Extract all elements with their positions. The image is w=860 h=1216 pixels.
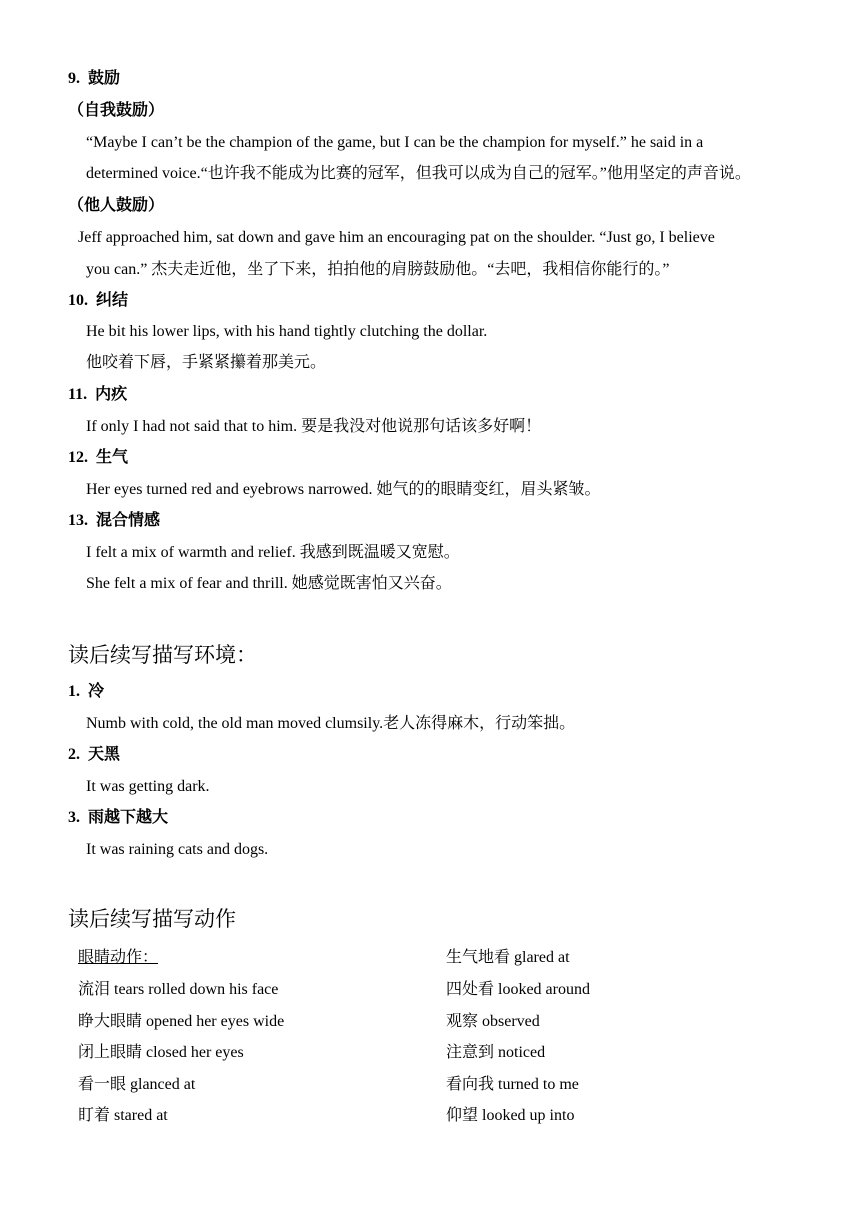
sub-heading: （自我鼓励） [68, 102, 165, 119]
example-line: Her eyes turned red and eyebrows narrowed. 她气的的眼睛变红，眉头紧皱。 [86, 481, 601, 498]
example-line: If only I had not said that to him. 要是我没对他说那句话该多好啊！ [86, 418, 542, 435]
vocab-item: 看向我 turned to me [446, 1076, 579, 1093]
item-heading: 2. 天黑 [68, 746, 121, 763]
example-line: you can.” 杰夫走近他，坐了下来，拍拍他的肩膀鼓励他。“去吧，我相信你能行的。” [86, 261, 670, 278]
section-title-action: 读后续写描写动作 [68, 907, 236, 931]
example-line: Numb with cold, the old man moved clumsily.老人冻得麻木，行动笨拙。 [86, 715, 576, 732]
example-line: “Maybe I can’t be the champion of the game, but I can be the champion for myself.” he said in a [86, 134, 704, 151]
vocab-item: 睁大眼睛 opened her eyes wide [78, 1013, 285, 1030]
item-heading: 11. 内疚 [68, 386, 128, 403]
section-title-environment: 读后续写描写环境： [68, 643, 257, 667]
eye-action-header: 眼睛动作： [78, 949, 159, 966]
item-heading: 13. 混合情感 [68, 512, 161, 529]
example-line: determined voice.“也许我不能成为比赛的冠军，但我可以成为自己的冠军。”他用坚定的声音说。 [86, 165, 751, 182]
item-heading: 12. 生气 [68, 449, 129, 466]
sub-heading: （他人鼓励） [68, 197, 165, 214]
vocab-item: 闭上眼睛 closed her eyes [78, 1044, 244, 1061]
vocab-item: 注意到 noticed [446, 1044, 546, 1061]
example-line: It was getting dark. [86, 778, 210, 795]
example-line: 他咬着下唇，手紧紧攥着那美元。 [86, 354, 327, 371]
example-line: She felt a mix of fear and thrill. 她感觉既害怕又兴奋。 [86, 575, 452, 592]
example-line: I felt a mix of warmth and relief. 我感到既温暖又宽慰。 [86, 544, 460, 561]
example-line: It was raining cats and dogs. [86, 841, 269, 858]
item-heading: 10. 纠结 [68, 292, 129, 309]
item-heading: 9. 鼓励 [68, 70, 121, 87]
vocab-item: 流泪 tears rolled down his face [78, 981, 279, 998]
vocab-item: 仰望 looked up into [446, 1107, 575, 1124]
example-line: Jeff approached him, sat down and gave him an encouraging pat on the shoulder. “Just go, I believe [78, 229, 715, 246]
vocab-item: 生气地看 glared at [446, 949, 570, 966]
vocab-item: 四处看 looked around [446, 981, 590, 998]
item-heading: 3. 雨越下越大 [68, 809, 169, 826]
vocab-item: 盯着 stared at [78, 1107, 168, 1124]
vocab-item: 观察 observed [446, 1013, 540, 1030]
item-heading: 1. 冷 [68, 683, 105, 700]
vocab-item: 看一眼 glanced at [78, 1076, 196, 1093]
example-line: He bit his lower lips, with his hand tightly clutching the dollar. [86, 323, 488, 340]
